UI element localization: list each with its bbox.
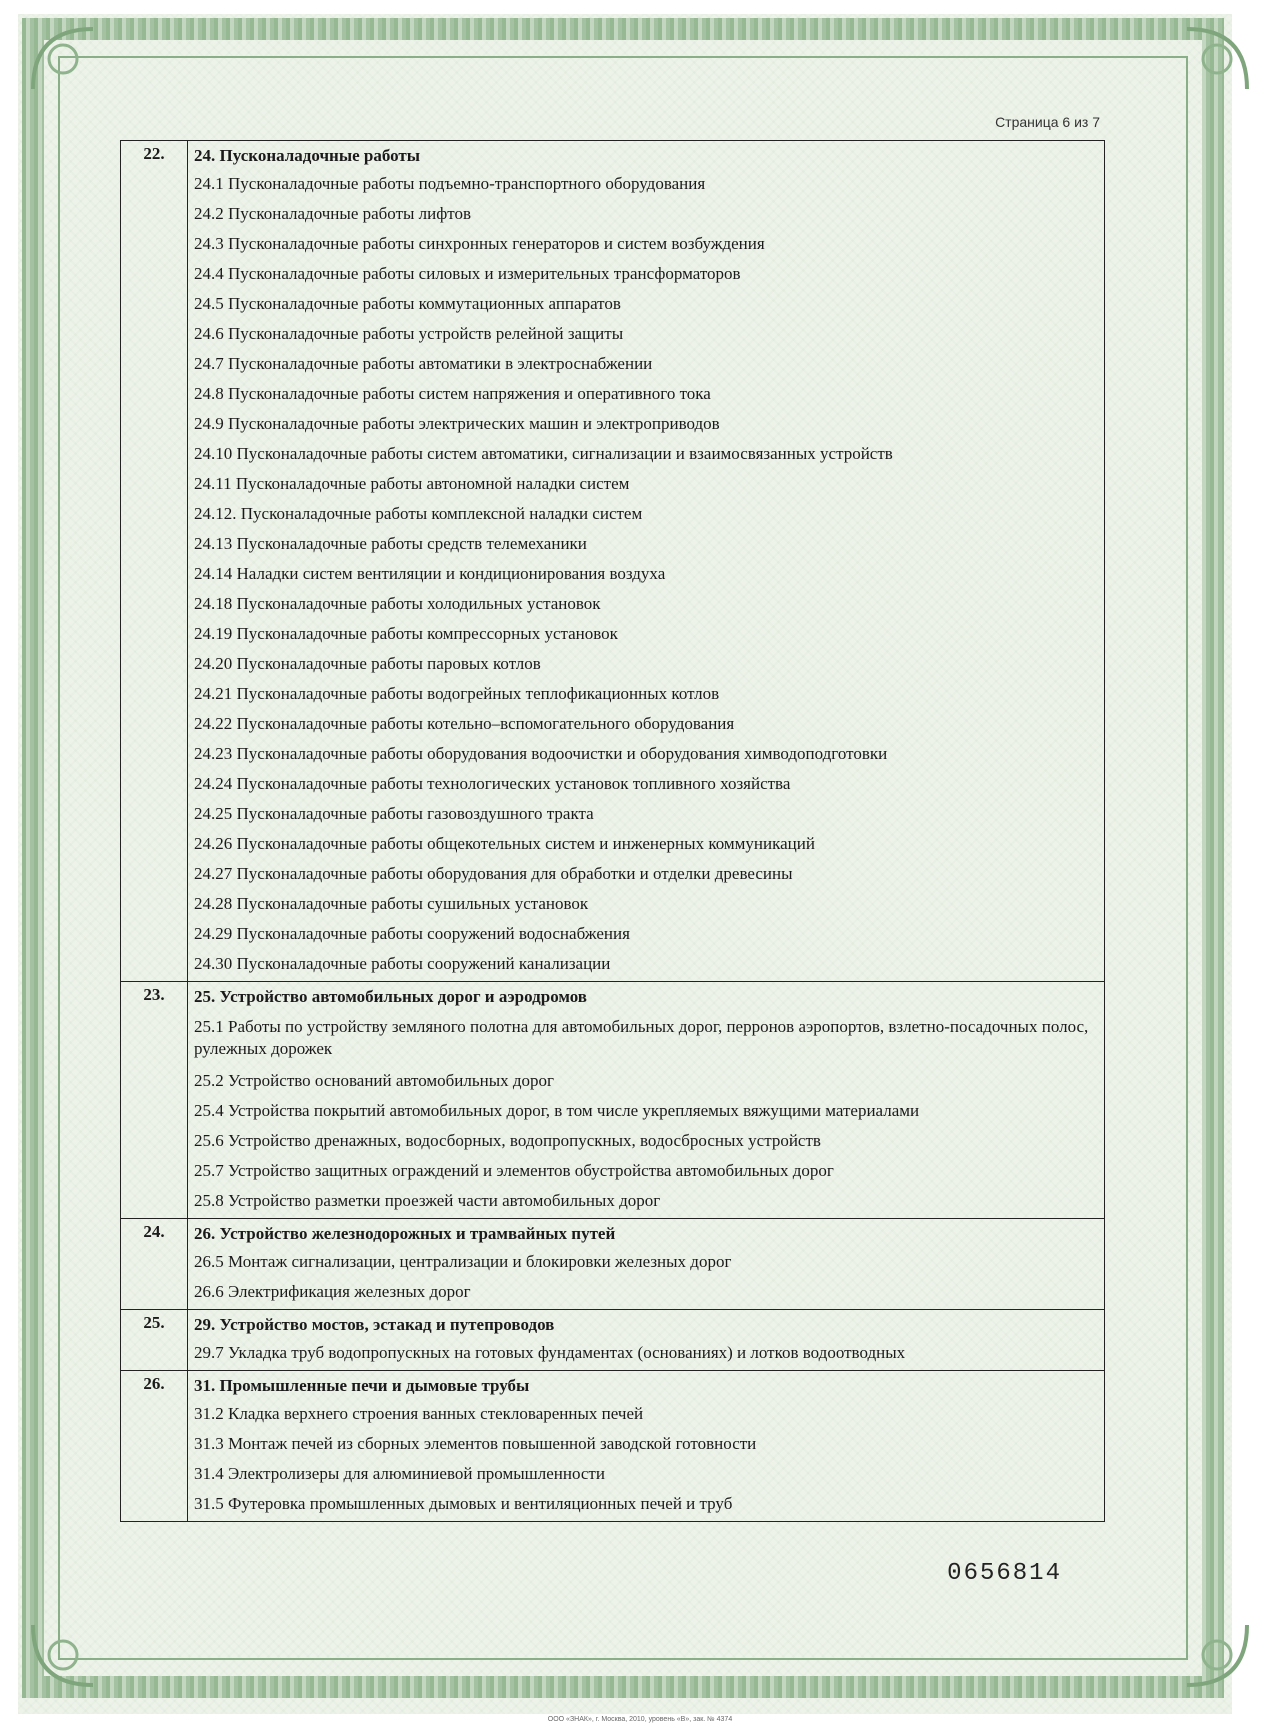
section-content (188, 1310, 1104, 1370)
section-number: 26. (121, 1371, 188, 1521)
list-item: 31.5 Футеровка промышленных дымовых и вентиляционных печей и труб (194, 1494, 733, 1513)
list-item: 24.6 Пусконаладочные работы устройств релейной защиты (194, 324, 624, 343)
section-number: 23. (121, 982, 188, 1218)
list-item: 24.13 Пусконаладочные работы средств телемеханики (194, 534, 587, 553)
list-item: 24.10 Пусконаладочные работы систем автоматики, сигнализации и взаимосвязанных устройств (194, 444, 893, 463)
printer-imprint: ООО «ЗНАК», г. Москва, 2010, уровень «В», зак. № 4374 (547, 1716, 733, 1723)
list-item: 31.3 Монтаж печей из сборных элементов повышенной заводской готовности (194, 1434, 757, 1453)
list-item: 24.9 Пусконаладочные работы электрических машин и электроприводов (194, 414, 720, 433)
table-section (121, 1309, 1104, 1370)
serial-number: 0656814 (947, 1560, 1062, 1587)
list-item: 24.22 Пусконаладочные работы котельно–вспомогательного оборудования (194, 714, 735, 733)
list-item: 24.25 Пусконаладочные работы газовоздушного тракта (194, 804, 594, 823)
list-item: 24.30 Пусконаладочные работы сооружений канализации (194, 954, 611, 973)
list-item: 24.2 Пусконаладочные работы лифтов (194, 204, 472, 223)
list-item: 31.2 Кладка верхнего строения ванных стекловаренных печей (194, 1404, 644, 1423)
list-item: 24.8 Пусконаладочные работы систем напряжения и оперативного тока (194, 384, 711, 403)
list-item: 24.11 Пусконаладочные работы автономной наладки систем (194, 474, 630, 493)
page-number: Страница 6 из 7 (995, 114, 1100, 130)
list-item: 24.26 Пусконаладочные работы общекотельных систем и инженерных коммуникаций (194, 834, 815, 853)
list-item: 24.24 Пусконаладочные работы технологических установок топливного хозяйства (194, 774, 791, 793)
list-item: 24.28 Пусконаладочные работы сушильных установок (194, 894, 589, 913)
list-item: 24.20 Пусконаладочные работы паровых котлов (194, 654, 541, 673)
list-item: 25.8 Устройство разметки проезжей части автомобильных дорог (194, 1191, 661, 1210)
list-item: 24.19 Пусконаладочные работы компрессорных установок (194, 624, 618, 643)
list-item: 31.4 Электролизеры для алюминиевой промышленности (194, 1464, 605, 1483)
section-content (188, 1219, 1104, 1309)
section-number: 22. (121, 141, 188, 981)
section-title: 26. Устройство железнодорожных и трамвайных путей (194, 1224, 616, 1243)
table-section (121, 141, 1104, 981)
section-content (188, 1371, 1104, 1521)
list-item: 24.12. Пусконаладочные работы комплексной наладки систем (194, 504, 643, 523)
list-item: 24.5 Пусконаладочные работы коммутационных аппаратов (194, 294, 621, 313)
list-item: 24.21 Пусконаладочные работы водогрейных теплофикационных котлов (194, 684, 720, 703)
corner-ornament-bottom-left (28, 1620, 98, 1690)
section-number: 25. (121, 1310, 188, 1370)
list-item: 24.14 Наладки систем вентиляции и кондиционирования воздуха (194, 564, 666, 583)
corner-ornament-top-left (28, 24, 98, 94)
works-table (120, 140, 1105, 1522)
list-item: 26.6 Электрификация железных дорог (194, 1282, 471, 1301)
list-item: 24.1 Пусконаладочные работы подъемно-транспортного оборудования (194, 174, 706, 193)
section-number: 24. (121, 1219, 188, 1309)
list-item: 29.7 Укладка труб водопропускных на готовых фундаментах (основаниях) и лотков водоотводных (194, 1343, 906, 1362)
section-title: 25. Устройство автомобильных дорог и аэродромов (194, 987, 587, 1006)
corner-ornament-top-right (1182, 24, 1252, 94)
list-item: 25.7 Устройство защитных ограждений и элементов обустройства автомобильных дорог (194, 1161, 834, 1180)
corner-ornament-bottom-right (1182, 1620, 1252, 1690)
list-item: 25.1 Работы по устройству земляного полотна для автомобильных дорог, перронов аэропортов, взлетно-посадочных полос, рулежных дорожек (194, 1017, 1089, 1058)
list-item: 24.7 Пусконаладочные работы автоматики в электроснабжении (194, 354, 653, 373)
list-item: 24.29 Пусконаладочные работы сооружений водоснабжения (194, 924, 630, 943)
list-item: 24.23 Пусконаладочные работы оборудования водоочистки и оборудования химводоподготовки (194, 744, 888, 763)
list-item: 24.27 Пусконаладочные работы оборудования для обработки и отделки древесины (194, 864, 793, 883)
section-title: 29. Устройство мостов, эстакад и путепроводов (194, 1315, 555, 1334)
list-item: 24.18 Пусконаладочные работы холодильных установок (194, 594, 601, 613)
table-section (121, 981, 1104, 1218)
list-item: 24.4 Пусконаладочные работы силовых и измерительных трансформаторов (194, 264, 741, 283)
list-item: 25.2 Устройство оснований автомобильных дорог (194, 1071, 555, 1090)
section-content (188, 982, 1104, 1218)
table-section (121, 1370, 1104, 1521)
section-content (188, 141, 1104, 981)
list-item: 24.3 Пусконаладочные работы синхронных генераторов и систем возбуждения (194, 234, 765, 253)
list-item: 26.5 Монтаж сигнализации, централизации и блокировки железных дорог (194, 1252, 732, 1271)
list-item: 25.4 Устройства покрытий автомобильных дорог, в том числе укрепляемых вяжущими материалами (194, 1101, 920, 1120)
section-title: 24. Пусконаладочные работы (194, 146, 421, 165)
section-title: 31. Промышленные печи и дымовые трубы (194, 1376, 530, 1395)
list-item: 25.6 Устройство дренажных, водосборных, водопропускных, водосбросных устройств (194, 1131, 821, 1150)
table-section (121, 1218, 1104, 1309)
